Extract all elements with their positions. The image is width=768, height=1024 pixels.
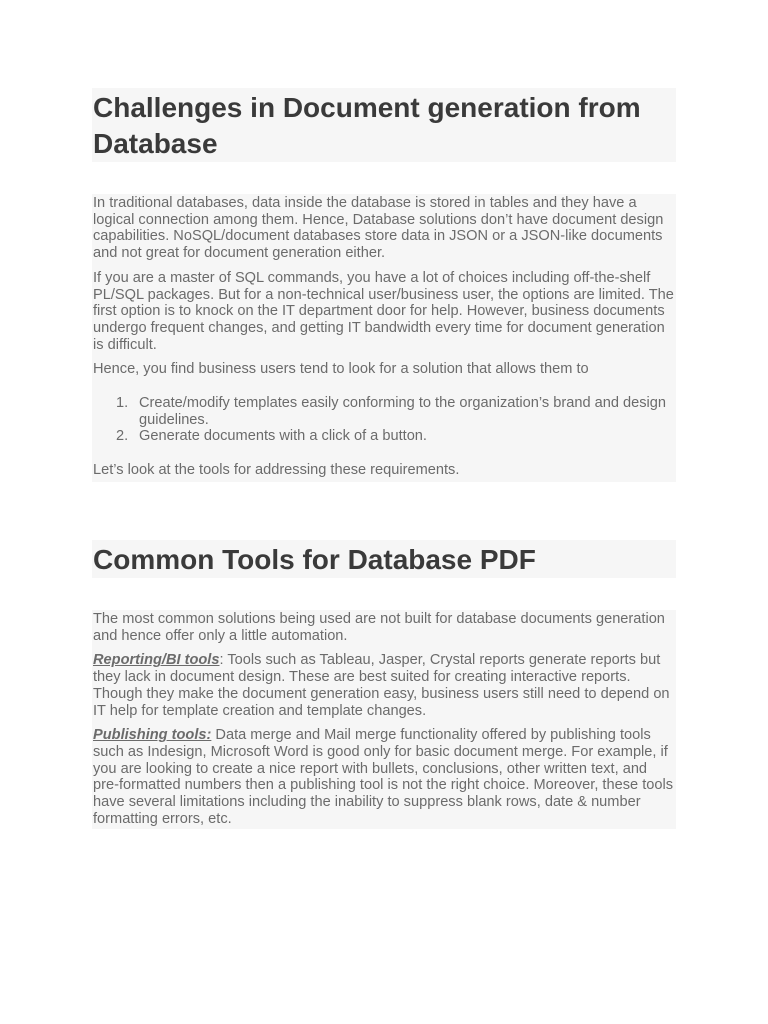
- tool-item-reporting: [93, 652, 674, 719]
- term-reporting-bi-tools: Reporting/BI tools: [93, 652, 220, 669]
- list-item-text: Generate documents with a click of a button.: [139, 428, 427, 445]
- list-item: [93, 428, 674, 445]
- term-separator: :: [219, 652, 224, 669]
- section-title-common-tools: Common Tools for Database PDF: [92, 540, 676, 578]
- list-number: 1.: [116, 395, 129, 412]
- paragraph: The most common solutions being used are not built for database documents generation and hence offer only a little automation.: [93, 611, 665, 644]
- section-body-common-tools: [92, 610, 676, 829]
- tool-item-publishing: [93, 727, 674, 827]
- section-body-challenges: [92, 194, 676, 482]
- document-page: [92, 88, 676, 829]
- paragraph-closing: Let’s look at the tools for addressing these requirements.: [93, 462, 460, 479]
- section-title-challenges: Challenges in Document generation from Database: [92, 88, 676, 162]
- paragraph: In traditional databases, data inside the database is stored in tables and they have a logical connection among them. Hence, Database solutions don’t have document design capabilities. NoSQL/document databases store data in JSON or a JSON-like documents and not great for document generation either.: [93, 195, 664, 262]
- paragraph: Hence, you find business users tend to look for a solution that allows them to: [93, 361, 589, 378]
- tool-description: Tools such as Tableau, Jasper, Crystal reports generate reports but they lack in document design. These are best suited for creating interactive reports. Though they make the document generation easy, business users still need to depend on IT help for template creation and template changes.: [93, 652, 670, 719]
- requirements-list: [93, 395, 674, 445]
- term-publishing-tools: Publishing tools:: [93, 727, 212, 744]
- tool-description: Data merge and Mail merge functionality offered by publishing tools such as Indesign, Microsoft Word is good only for basic document merge. For example, if you are looking to create a nice report with bullets, conclusions, other written text, and pre-formatted numbers then a publishing tool is not the right choice. Moreover, these tools have several limitations including the inability to suppress blank rows, date & number formatting errors, etc.: [93, 727, 674, 827]
- list-item-text: Create/modify templates easily conforming to the organization’s brand and design guidelines.: [139, 395, 667, 428]
- paragraph: If you are a master of SQL commands, you have a lot of choices including off-the-shelf PL/SQL packages. But for a non-technical user/business user, the options are limited. The first option is to knock on the IT department door for help. However, business documents undergo frequent changes, and getting IT bandwidth every time for document generation is difficult.: [93, 269, 674, 353]
- list-number: 2.: [116, 428, 129, 445]
- list-item: [93, 395, 674, 428]
